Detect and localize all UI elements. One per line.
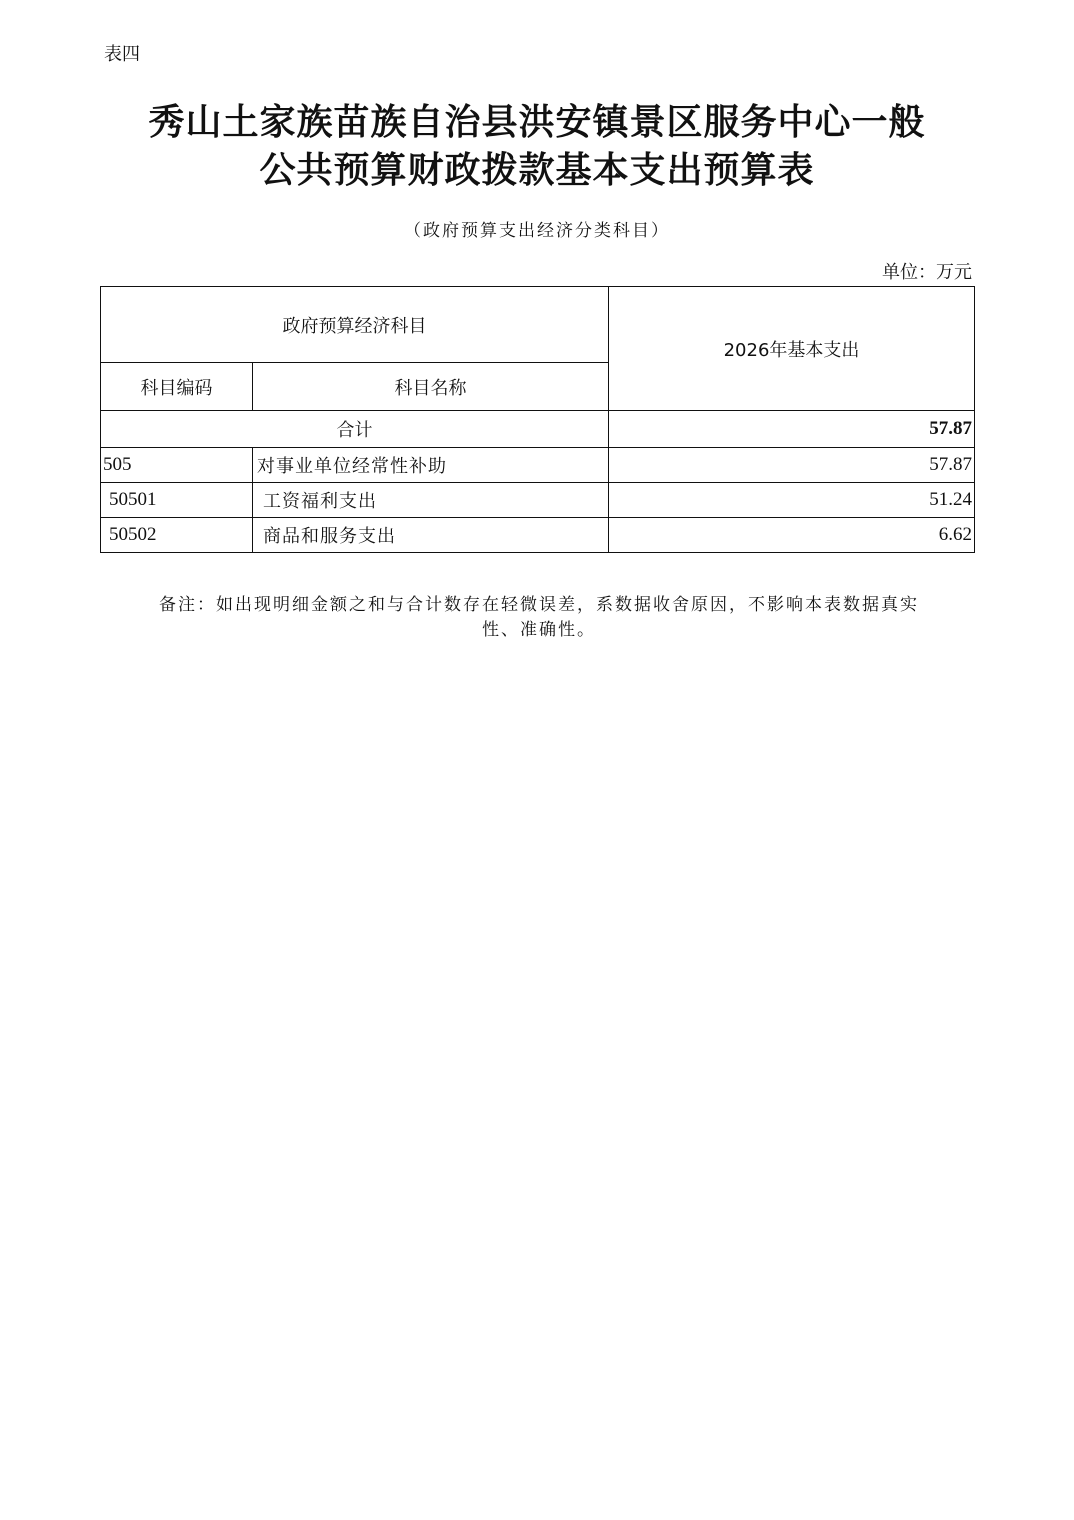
page-title-line-1: 秀山土家族苗族自治县洪安镇景区服务中心一般 (148, 101, 926, 143)
footnote-line-2: 性、准确性。 (482, 620, 596, 640)
total-label: 合计 (101, 411, 609, 448)
subject-name: 工资福利支出 (253, 483, 609, 518)
total-row (101, 411, 975, 448)
expenditure-value: 57.87 (609, 448, 975, 483)
subject-name: 商品和服务支出 (253, 518, 609, 553)
table-row (101, 518, 975, 553)
header-subject-name: 科目名称 (253, 363, 609, 411)
budget-table (100, 286, 975, 553)
subject-name: 对事业单位经常性补助 (253, 448, 609, 483)
expenditure-value: 51.24 (609, 483, 975, 518)
total-value: 57.87 (609, 411, 975, 448)
subject-code: 505 (101, 448, 253, 483)
header-basic-expenditure: 2026年基本支出 (609, 287, 975, 411)
header-subject-code: 科目编码 (101, 363, 253, 411)
footnote (104, 593, 974, 643)
subject-code: 50501 (101, 483, 253, 518)
subject-code: 50502 (101, 518, 253, 553)
subtitle: （政府预算支出经济分类科目） (404, 221, 670, 241)
header-economic-subject: 政府预算经济科目 (101, 287, 609, 363)
table-row (101, 448, 975, 483)
page-title-line-2: 公共预算财政拨款基本支出预算表 (259, 149, 815, 191)
expenditure-value: 6.62 (609, 518, 975, 553)
table-row (101, 483, 975, 518)
table-label: 表四 (104, 44, 140, 65)
footnote-line-1: 备注：如出现明细金额之和与合计数存在轻微误差，系数据收舍原因，不影响本表数据真实 (159, 595, 919, 615)
unit-label: 单位：万元 (882, 262, 972, 283)
